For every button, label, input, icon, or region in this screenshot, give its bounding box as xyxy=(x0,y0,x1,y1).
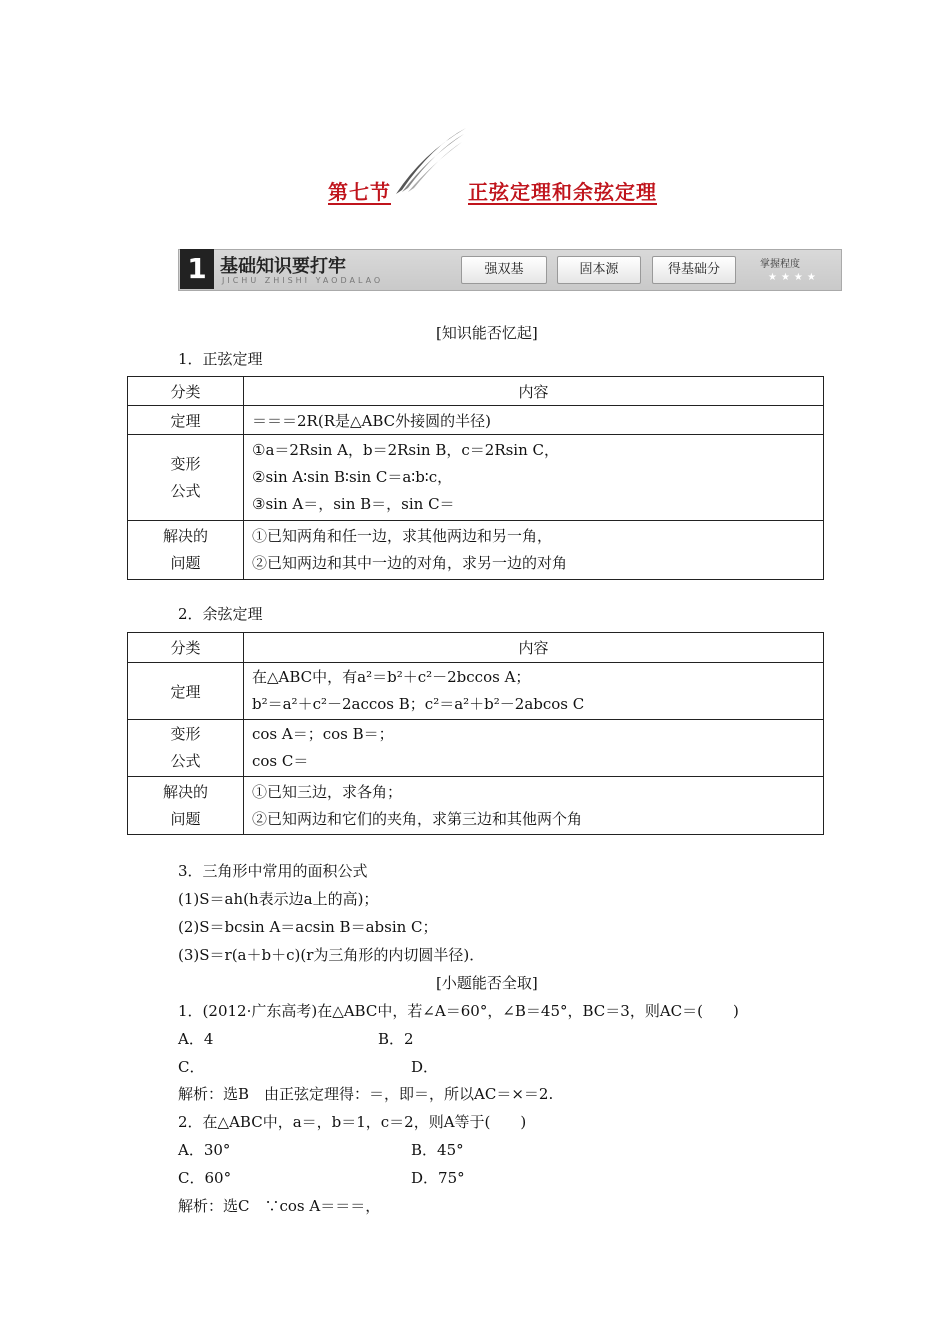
row-content-variants: cos A＝；cos B＝； cos C＝ xyxy=(244,720,824,777)
banner-subtitle: JICHU ZHISHI YAODALAO xyxy=(222,276,384,285)
banner-button-dejichufen: 得基础分 xyxy=(652,256,736,284)
area-formula-1: (1)S＝ah(h表示边a上的高)； xyxy=(178,890,379,908)
area-formula-3: (3)S＝r(a＋b＋c)(r为三角形的内切圆半径)． xyxy=(178,946,485,964)
table-header-content: 内容 xyxy=(244,633,824,663)
row-content-theorem: ＝＝＝2R(R是△ABC外接圆的半径) xyxy=(244,406,824,435)
q2-option-d: D．75° xyxy=(411,1169,465,1187)
sine-law-title: 1．正弦定理 xyxy=(178,350,263,368)
row-content-problems: ①已知两角和任一边，求其他两边和另一角， ②已知两边和其中一边的对角，求另一边的对角 xyxy=(244,521,824,580)
banner-button-gubenyuan: 固本源 xyxy=(557,256,641,284)
q1-option-d: D． xyxy=(411,1058,439,1076)
row-content-problems: ①已知三边，求各角； ②已知两边和它们的夹角，求第三边和其他两个角 xyxy=(244,777,824,835)
question-1: 1．(2012·广东高考)在△ABC中，若∠A＝60°，∠B＝45°，BC＝3，则AC＝( ) xyxy=(178,1002,739,1020)
question-2: 2．在△ABC中，a＝，b＝1，c＝2，则A等于( ) xyxy=(178,1113,527,1131)
q1-option-c: C． xyxy=(178,1058,205,1076)
q1-option-b: B．2 xyxy=(378,1030,414,1048)
exercises-heading: [小题能否全取] xyxy=(436,974,538,992)
q2-option-c: C．60° xyxy=(178,1169,232,1187)
banner-title: 基础知识要打牢 xyxy=(220,256,346,277)
section-number: 第七节 xyxy=(328,180,391,204)
table-header-content: 内容 xyxy=(244,377,824,406)
banner-mastery-label: 掌握程度 xyxy=(760,259,800,270)
cosine-law-title: 2．余弦定理 xyxy=(178,605,263,623)
row-label-theorem: 定理 xyxy=(128,663,244,720)
table-header-category: 分类 xyxy=(128,377,244,406)
q2-option-b: B．45° xyxy=(411,1141,464,1159)
q2-answer: 解析：选C ∵cos A＝＝＝， xyxy=(178,1197,381,1215)
row-label-problems: 解决的 问题 xyxy=(128,777,244,835)
banner-number: 1 xyxy=(180,249,214,289)
cosine-law-table xyxy=(127,632,824,835)
area-formula-2: (2)S＝bcsin A＝acsin B＝absin C； xyxy=(178,918,438,936)
sine-law-table xyxy=(127,376,824,580)
section-title: 正弦定理和余弦定理 xyxy=(468,180,657,204)
banner-button-qiangshuangji: 强双基 xyxy=(461,256,547,284)
swoosh-decoration xyxy=(392,124,468,196)
row-label-problems: 解决的 问题 xyxy=(128,521,244,580)
star-icons: ★★★★ xyxy=(768,272,820,283)
row-label-variants: 变形 公式 xyxy=(128,435,244,521)
row-content-variants: ①a＝2Rsin A，b＝2Rsin B，c＝2Rsin C， ②sin A∶sin B∶sin C＝a∶b∶c， ③sin A＝，sin B＝，sin C＝ xyxy=(244,435,824,521)
row-content-theorem: 在△ABC中，有a²＝b²＋c²－2bccos A； b²＝a²＋c²－2accos B；c²＝a²＋b²－2abcos C xyxy=(244,663,824,720)
area-formula-title: 3．三角形中常用的面积公式 xyxy=(178,862,368,880)
knowledge-heading: [知识能否忆起] xyxy=(436,324,538,342)
table-header-category: 分类 xyxy=(128,633,244,663)
q1-option-a: A．4 xyxy=(178,1030,214,1048)
q1-answer: 解析：选B 由正弦定理得：＝，即＝，所以AC＝×＝2. xyxy=(178,1085,554,1103)
row-label-variants: 变形 公式 xyxy=(128,720,244,777)
row-label-theorem: 定理 xyxy=(128,406,244,435)
q2-option-a: A．30° xyxy=(178,1141,231,1159)
